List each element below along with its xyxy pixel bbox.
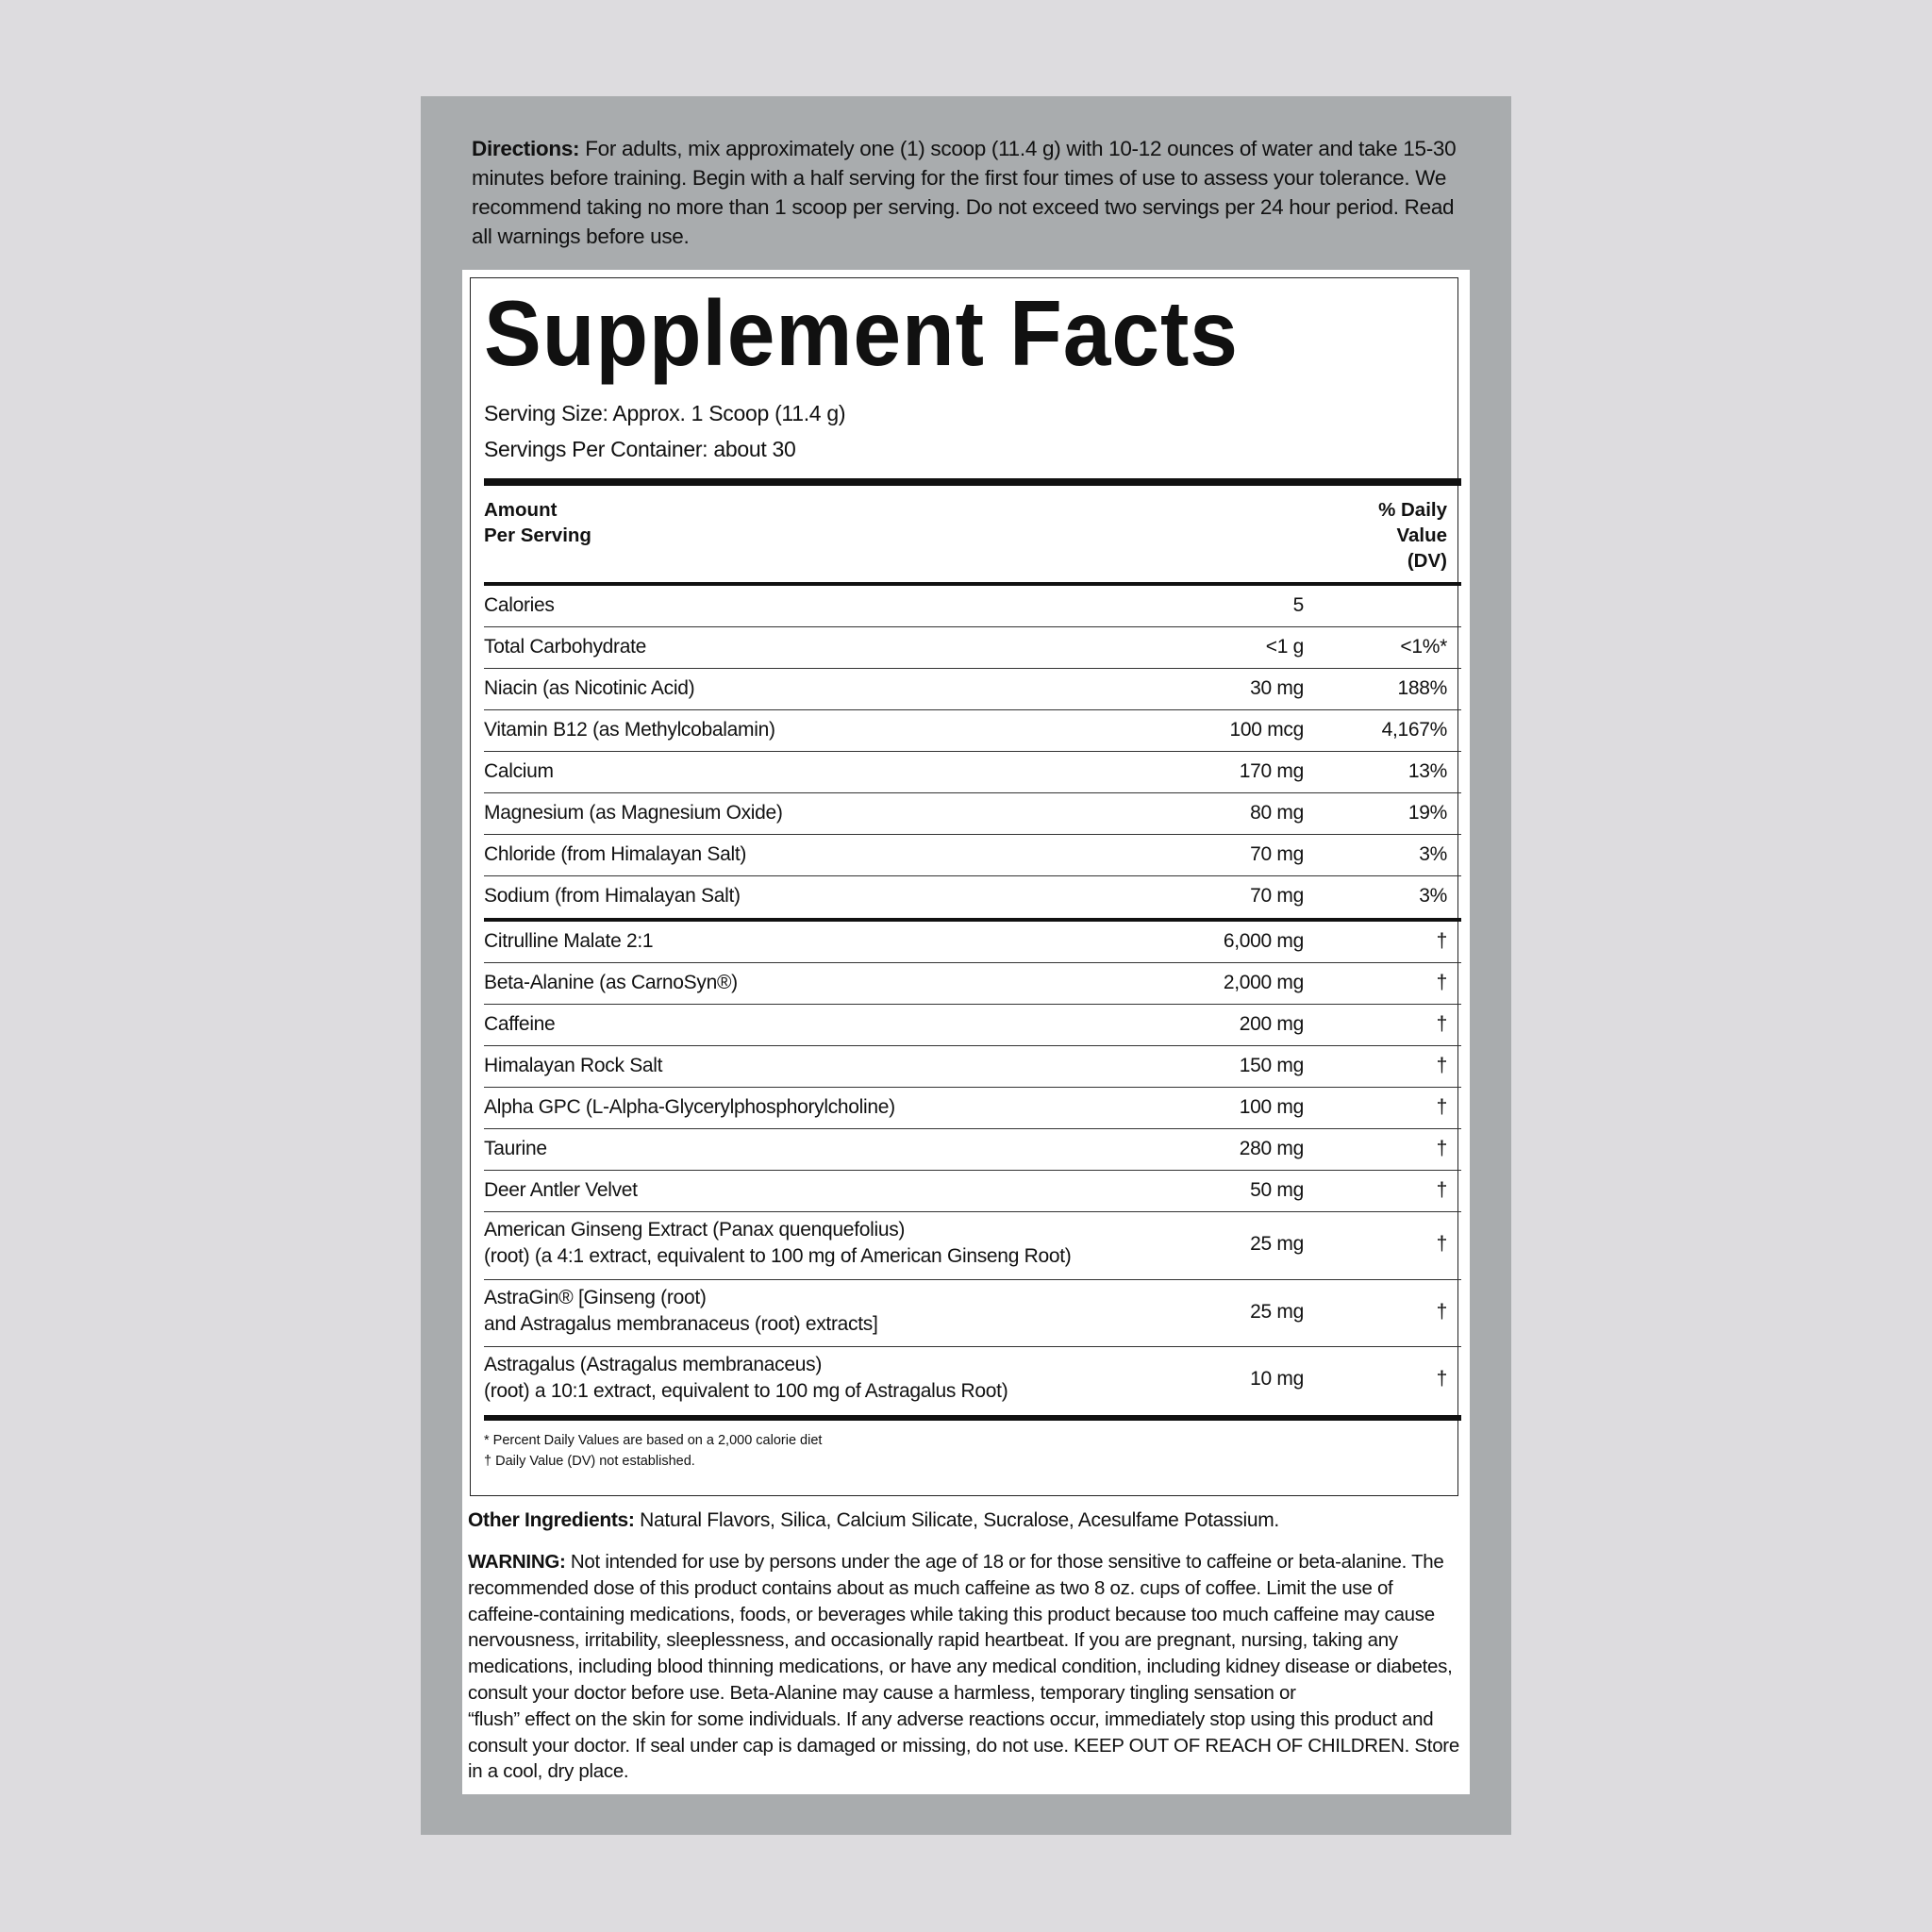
nutrient-row bbox=[484, 1046, 1461, 1088]
nutrient-amount: 200 mg bbox=[1239, 1013, 1304, 1035]
nutrient-name: Himalayan Rock Salt bbox=[484, 1055, 663, 1076]
nutrient-amount: 100 mcg bbox=[1229, 719, 1304, 741]
warning-text bbox=[468, 1549, 1468, 1785]
nutrient-row bbox=[484, 1171, 1461, 1212]
nutrient-dv: † bbox=[1436, 1055, 1447, 1076]
nutrient-dv: † bbox=[1436, 1096, 1447, 1118]
nutrient-name: Sodium (from Himalayan Salt) bbox=[484, 885, 741, 907]
nutrient-dv: † bbox=[1436, 930, 1447, 952]
nutrient-amount: 2,000 mg bbox=[1223, 972, 1304, 993]
nutrient-name: Caffeine bbox=[484, 1013, 556, 1035]
nutrient-name: Calories bbox=[484, 594, 555, 616]
nutrient-name: Chloride (from Himalayan Salt) bbox=[484, 843, 747, 865]
nutrient-dv: † bbox=[1436, 1179, 1447, 1201]
thick-divider bbox=[484, 478, 1461, 486]
nutrient-dv: 4,167% bbox=[1381, 719, 1447, 741]
header-value: Value bbox=[1396, 525, 1447, 546]
nutrient-row bbox=[484, 1129, 1461, 1171]
serving-info bbox=[484, 395, 1461, 467]
warning-body: Not intended for use by persons under the age of 18 or for those sensitive to caffeine or beta-alanine. The recommended dose of this product contains about as much caffeine as two 8 oz. cups of coffee. Limit the use of caffeine-containing medications, foods, or beverages while taking this product because too much caffeine may cause nervousness, irritability, sleeplessness, and occasionally rapid heartbeat. If you are pregnant, nursing, taking any medications, including blood thinning medications, or have any medical condition, including kidney disease or diabetes, consult your doctor before use. Beta-Alanine may cause a harmless, temporary tingling sensation or bbox=[468, 1551, 1453, 1704]
other-ingredients bbox=[468, 1509, 1468, 1532]
other-ingredients-label: Other Ingredients: bbox=[468, 1509, 635, 1531]
nutrient-amount: 25 mg bbox=[1250, 1233, 1304, 1255]
nutrient-row bbox=[484, 669, 1461, 710]
header-dv: (DV) bbox=[1407, 550, 1447, 572]
directions-body: For adults, mix approximately one (1) scoop (11.4 g) with 10-12 ounces of water and take 15-30 minutes before training. Begin with a half serving for the first four times of use to assess your tolerance. We recommend taking no more than 1 scoop per serving. Do not exceed two servings per 24 hour period. Read all warnings before use. bbox=[472, 137, 1457, 248]
footnote-dv-not-established: † Daily Value (DV) not established. bbox=[484, 1453, 695, 1469]
nutrient-name: Calcium bbox=[484, 760, 554, 782]
header-amount: Amount bbox=[484, 499, 558, 521]
nutrient-name: Total Carbohydrate bbox=[484, 636, 647, 658]
nutrient-dv: † bbox=[1436, 1138, 1447, 1159]
nutrient-row bbox=[484, 1280, 1461, 1348]
nutrient-name-line: and Astragalus membranaceus (root) extracts] bbox=[484, 1312, 878, 1335]
nutrient-row bbox=[484, 876, 1461, 918]
nutrient-row bbox=[484, 793, 1461, 835]
nutrient-row bbox=[484, 1088, 1461, 1129]
nutrient-row bbox=[484, 1005, 1461, 1046]
facts-title: Supplement Facts bbox=[484, 281, 1239, 385]
nutrient-row bbox=[484, 586, 1461, 627]
nutrient-dv: † bbox=[1436, 1300, 1447, 1323]
nutrient-name: Citrulline Malate 2:1 bbox=[484, 930, 654, 952]
nutrient-amount: 280 mg bbox=[1239, 1138, 1304, 1159]
nutrient-name: Taurine bbox=[484, 1138, 547, 1159]
nutrient-amount: 10 mg bbox=[1250, 1368, 1304, 1390]
nutrient-name: Niacin (as Nicotinic Acid) bbox=[484, 677, 695, 699]
nutrient-name-line: (root) a 10:1 extract, equivalent to 100 mg of Astragalus Root) bbox=[484, 1380, 1008, 1402]
nutrient-name bbox=[484, 1285, 878, 1338]
nutrient-row bbox=[484, 752, 1461, 793]
label-white-area bbox=[462, 270, 1470, 1794]
header-daily: % Daily bbox=[1378, 499, 1447, 521]
servings-per-container: Servings Per Container: about 30 bbox=[484, 437, 796, 461]
nutrient-amount: 100 mg bbox=[1239, 1096, 1304, 1118]
nutrient-group-extracts bbox=[484, 1212, 1461, 1415]
nutrient-name bbox=[484, 1352, 1008, 1405]
supplement-facts-panel bbox=[470, 277, 1458, 1496]
nutrient-dv: † bbox=[1436, 972, 1447, 993]
serving-size: Serving Size: Approx. 1 Scoop (11.4 g) bbox=[484, 401, 846, 425]
nutrient-name bbox=[484, 1217, 1071, 1270]
directions-label: Directions: bbox=[472, 137, 580, 160]
nutrient-row bbox=[484, 710, 1461, 752]
nutrient-amount: 150 mg bbox=[1239, 1055, 1304, 1076]
nutrient-row bbox=[484, 922, 1461, 963]
nutrient-amount: 6,000 mg bbox=[1223, 930, 1304, 952]
nutrient-dv: 3% bbox=[1419, 843, 1447, 865]
nutrient-amount: 25 mg bbox=[1250, 1300, 1304, 1323]
nutrient-dv: 19% bbox=[1407, 802, 1447, 824]
nutrient-amount: 5 bbox=[1292, 594, 1304, 616]
nutrient-group-ingredients bbox=[484, 922, 1461, 1212]
nutrient-dv: 188% bbox=[1397, 677, 1447, 699]
nutrient-dv: 13% bbox=[1407, 760, 1447, 782]
footnote-daily-values: * Percent Daily Values are based on a 2,000 calorie diet bbox=[484, 1432, 823, 1448]
warning-body-continued: “flush” effect on the skin for some individuals. If any adverse reactions occur, immediately stop using this product and consult your doctor. If seal under cap is damaged or missing, do not use. KEEP OUT OF REACH OF CHILDREN. Store in a cool, dry place. bbox=[468, 1707, 1459, 1783]
nutrient-amount: 80 mg bbox=[1250, 802, 1304, 824]
nutrient-name: Vitamin B12 (as Methylcobalamin) bbox=[484, 719, 775, 741]
nutrient-amount: 70 mg bbox=[1250, 843, 1304, 865]
nutrient-row bbox=[484, 835, 1461, 876]
nutrient-name-line: American Ginseng Extract (Panax quenquefolius) bbox=[484, 1219, 906, 1241]
daily-value-header bbox=[1378, 497, 1447, 574]
nutrient-dv: <1%* bbox=[1400, 636, 1447, 658]
header-per-serving: Per Serving bbox=[484, 525, 591, 546]
nutrient-amount: 30 mg bbox=[1250, 677, 1304, 699]
nutrient-dv: 3% bbox=[1419, 885, 1447, 907]
nutrient-row bbox=[484, 627, 1461, 669]
nutrient-amount: 50 mg bbox=[1250, 1179, 1304, 1201]
end-divider bbox=[484, 1415, 1461, 1421]
label-panel bbox=[421, 96, 1511, 1835]
amount-per-serving-header bbox=[484, 497, 591, 548]
other-ingredients-text: Natural Flavors, Silica, Calcium Silicate, Sucralose, Acesulfame Potassium. bbox=[640, 1509, 1279, 1531]
nutrient-row bbox=[484, 1212, 1461, 1280]
nutrient-row bbox=[484, 1347, 1461, 1415]
nutrient-name-line: Astragalus (Astragalus membranaceus) bbox=[484, 1354, 823, 1375]
footnotes bbox=[484, 1430, 1461, 1472]
nutrient-name: Magnesium (as Magnesium Oxide) bbox=[484, 802, 783, 824]
facts-header-row bbox=[484, 486, 1461, 582]
nutrient-dv: † bbox=[1436, 1013, 1447, 1035]
nutrient-amount: 70 mg bbox=[1250, 885, 1304, 907]
nutrient-name: Alpha GPC (L-Alpha-Glycerylphosphorylcholine) bbox=[484, 1096, 895, 1118]
nutrient-dv: † bbox=[1436, 1368, 1447, 1390]
nutrient-amount: <1 g bbox=[1265, 636, 1304, 658]
nutrient-name-line: (root) (a 4:1 extract, equivalent to 100 mg of American Ginseng Root) bbox=[484, 1245, 1072, 1267]
nutrient-name-line: AstraGin® [Ginseng (root) bbox=[484, 1286, 707, 1308]
nutrient-dv: † bbox=[1436, 1233, 1447, 1255]
nutrient-amount: 170 mg bbox=[1239, 760, 1304, 782]
nutrient-name: Deer Antler Velvet bbox=[484, 1179, 638, 1201]
nutrient-row bbox=[484, 963, 1461, 1005]
nutrient-group-vitamins-minerals bbox=[484, 586, 1461, 918]
directions-text bbox=[472, 134, 1472, 251]
nutrient-name: Beta-Alanine (as CarnoSyn®) bbox=[484, 972, 738, 993]
warning-label: WARNING: bbox=[468, 1551, 566, 1573]
